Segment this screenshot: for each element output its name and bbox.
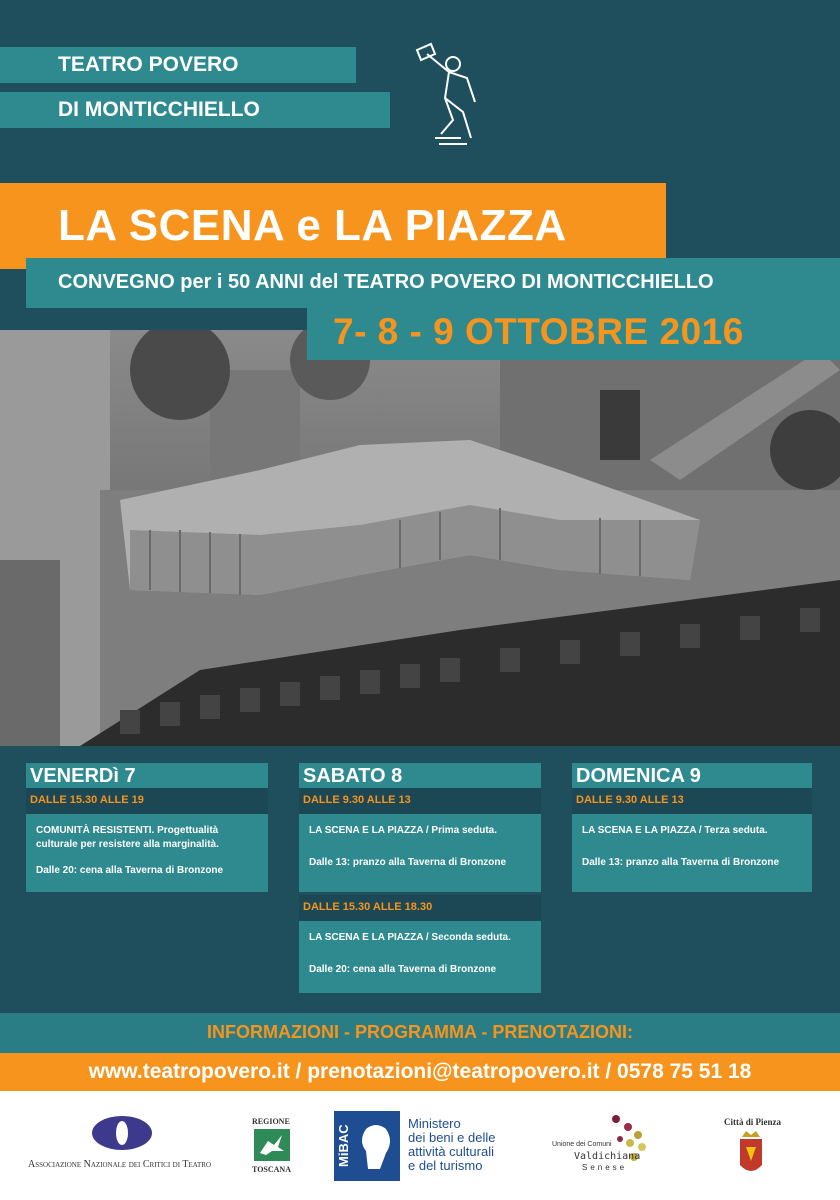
session-card	[299, 814, 541, 892]
valdichiana-name: Valdichiana	[574, 1151, 641, 1162]
mibac-text: Ministero dei beni e delle attività culturali e del turismo	[408, 1116, 496, 1173]
session-time: DALLE 9.30 ALLE 13	[299, 788, 541, 814]
session-line: LA SCENA E LA PIAZZA / Terza seduta.	[582, 825, 768, 836]
theatre-figure-icon	[405, 38, 485, 148]
session-line: COMUNITÀ RESISTENTI. Progettualità culturale per resistere alla marginalità.	[36, 825, 219, 850]
org-name-line2: DI MONTICCHIELLO	[0, 92, 390, 128]
session-card	[299, 921, 541, 993]
session-time: DALLE 15.30 ALLE 19	[26, 788, 268, 814]
event-title: LA SCENA e LA PIAZZA	[0, 183, 666, 269]
session-line: LA SCENA E LA PIAZZA / Prima seduta.	[309, 825, 497, 836]
session-line: LA SCENA E LA PIAZZA / Seconda seduta.	[309, 932, 511, 943]
session-line: Dalle 20: cena alla Taverna di Bronzone	[309, 964, 497, 975]
session-card	[572, 814, 812, 892]
session-line: Dalle 13: pranzo alla Taverna di Bronzone	[309, 857, 507, 868]
valdichiana-union: Unione dei Comuni	[552, 1141, 612, 1148]
contact-line[interactable]: www.teatropovero.it / prenotazioni@teatropovero.it / 0578 75 51 18	[0, 1053, 840, 1091]
session-line: Dalle 13: pranzo alla Taverna di Bronzone	[582, 857, 780, 868]
session-time: DALLE 15.30 ALLE 18.30	[299, 895, 541, 921]
event-dates: 7- 8 - 9 OTTOBRE 2016	[307, 305, 840, 360]
day-heading-friday: VENERDì 7	[26, 763, 268, 791]
ancdt-logo-icon	[90, 1115, 154, 1151]
sponsor-footer	[0, 1091, 840, 1200]
pienza-label: Città di Pienza	[724, 1117, 781, 1127]
mibac-mark: MiBAC	[336, 1124, 351, 1167]
pienza-crest-icon	[738, 1131, 764, 1177]
session-line: Dalle 20: cena alla Taverna di Bronzone	[36, 865, 224, 876]
org-name-line1: TEATRO POVERO	[0, 47, 356, 83]
ancdt-name: Associazione Nazionale dei Critici di Teatro	[28, 1159, 212, 1170]
theatre-stage-photo	[0, 330, 840, 746]
regione-name: TOSCANA	[252, 1165, 291, 1174]
regione-label: REGIONE	[252, 1117, 290, 1126]
event-subtitle: CONVEGNO per i 50 ANNI del TEATRO POVERO DI MONTICCHIELLO	[26, 258, 840, 308]
session-card	[26, 814, 268, 892]
valdichiana-senese: Senese	[582, 1163, 628, 1172]
pegasus-icon	[254, 1129, 290, 1161]
day-heading-sunday: DOMENICA 9	[572, 763, 812, 791]
session-time: DALLE 9.30 ALLE 13	[572, 788, 812, 814]
info-label: INFORMAZIONI - PROGRAMMA - PRENOTAZIONI:	[207, 1022, 633, 1042]
mibac-logo-icon	[334, 1111, 400, 1181]
day-heading-saturday: SABATO 8	[299, 763, 541, 791]
